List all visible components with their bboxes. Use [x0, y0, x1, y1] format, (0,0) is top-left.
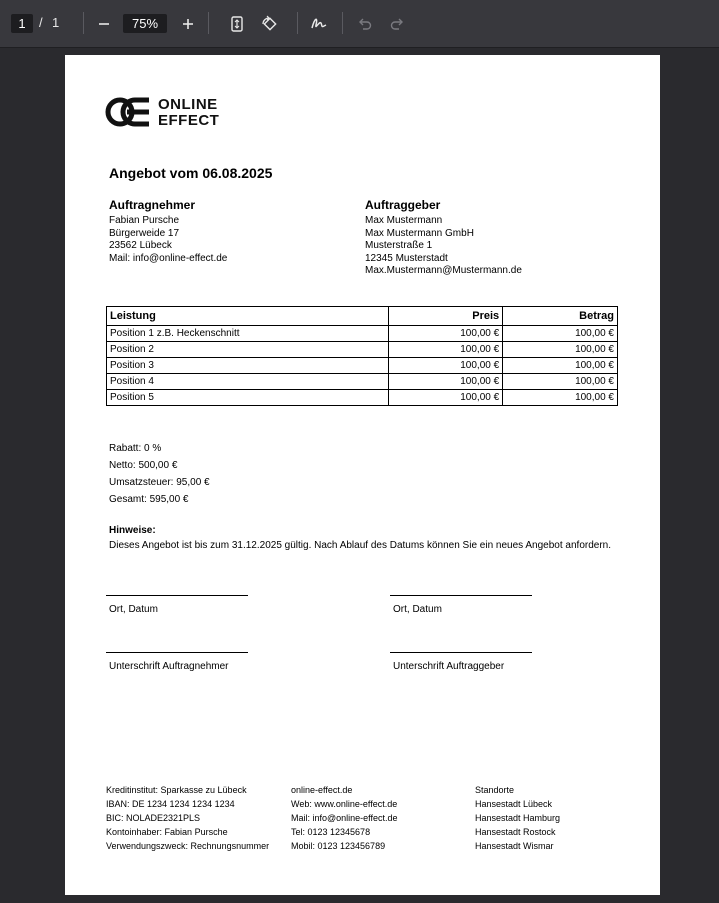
footer-line: Hansestadt Rostock — [475, 827, 556, 837]
client-line: 12345 Musterstadt — [365, 252, 448, 264]
contractor-line: Mail: info@online-effect.de — [109, 252, 228, 264]
zoom-level[interactable]: 75% — [123, 14, 167, 33]
minus-icon — [97, 17, 111, 31]
footer-contact — [291, 783, 398, 853]
signature-line — [390, 652, 532, 653]
table-cell: 100,00 € — [389, 358, 503, 374]
toolbar-divider — [208, 12, 209, 34]
table-row — [107, 326, 618, 342]
page-fit-icon — [230, 16, 244, 32]
contractor-line: Fabian Pursche — [109, 215, 180, 226]
draw-button[interactable] — [307, 12, 331, 36]
total-pages: 1 — [52, 15, 60, 30]
signature-contractor-label: Unterschrift Auftragnehmer — [109, 661, 229, 672]
table-cell: Position 2 — [107, 342, 389, 358]
offer-title: Angebot vom 06.08.2025 — [109, 165, 273, 181]
table-row — [107, 374, 618, 390]
summary-net: Netto: 500,00 € — [109, 460, 178, 471]
column-header: Preis — [389, 307, 503, 326]
notes-text: Dieses Angebot ist bis zum 31.12.2025 gültig. Nach Ablauf des Datums können Sie ein neues Angebot anfordern. — [109, 540, 611, 551]
footer-line: Standorte — [475, 785, 515, 795]
contractor-line: 23562 Lübeck — [109, 240, 172, 251]
pdf-toolbar — [0, 0, 719, 48]
table-cell: Position 5 — [107, 390, 389, 406]
table-cell: 100,00 € — [389, 326, 503, 342]
client-line: Max Mustermann — [365, 215, 443, 226]
summary-discount: Rabatt: 0 % — [109, 443, 162, 454]
client-line: Max.Mustermann@Mustermann.de — [365, 265, 522, 276]
redo-button[interactable] — [385, 12, 409, 36]
contractor-block — [109, 198, 227, 265]
client-line: Max Mustermann GmbH — [365, 227, 474, 239]
items-table — [106, 306, 618, 406]
page-fit-button[interactable] — [225, 12, 249, 36]
logo-line-2: EFFECT — [158, 112, 220, 129]
pdf-page — [65, 55, 660, 895]
place-date-left: Ort, Datum — [109, 604, 158, 615]
footer-locations — [475, 783, 560, 853]
table-row — [107, 390, 618, 406]
redo-icon — [389, 16, 405, 32]
footer-line: Verwendungszweck: Rechnungsnummer — [106, 841, 270, 851]
toolbar-divider — [297, 12, 298, 34]
column-header: Leistung — [107, 307, 389, 326]
table-cell: 100,00 € — [389, 374, 503, 390]
page-number-input[interactable]: 1 — [11, 14, 33, 33]
table-cell: Position 3 — [107, 358, 389, 374]
footer-line: Tel: 0123 12345678 — [291, 827, 371, 837]
undo-icon — [357, 16, 373, 32]
rotate-button[interactable] — [257, 12, 281, 36]
footer-line: Web: www.online-effect.de — [291, 799, 398, 809]
client-heading: Auftraggeber — [365, 198, 441, 212]
summary-vat: Umsatzsteuer: 95,00 € — [109, 477, 210, 488]
summary-total: Gesamt: 595,00 € — [109, 494, 189, 505]
place-date-right: Ort, Datum — [393, 604, 442, 615]
column-header: Betrag — [503, 307, 618, 326]
logo-line-1: ONLINE — [158, 96, 218, 113]
rotate-icon — [260, 15, 278, 33]
table-cell: 100,00 € — [389, 390, 503, 406]
table-cell: 100,00 € — [503, 358, 618, 374]
zoom-in-button[interactable] — [176, 12, 200, 36]
table-header-row — [107, 307, 618, 326]
table-cell: 100,00 € — [503, 342, 618, 358]
footer-line: Hansestadt Wismar — [475, 841, 554, 851]
signature-line — [390, 595, 532, 596]
table-cell: 100,00 € — [503, 326, 618, 342]
toolbar-divider — [83, 12, 84, 34]
table-cell: Position 1 z.B. Heckenschnitt — [107, 326, 389, 342]
footer-line: Hansestadt Hamburg — [475, 813, 561, 823]
footer-line: Mail: info@online-effect.de — [291, 813, 398, 823]
page-separator: / — [39, 15, 43, 30]
signature-line — [106, 595, 248, 596]
footer-line: Hansestadt Lübeck — [475, 799, 553, 809]
table-cell: Position 4 — [107, 374, 389, 390]
signature-line — [106, 652, 248, 653]
footer-line: online-effect.de — [291, 785, 353, 795]
footer-line: IBAN: DE 1234 1234 1234 1234 — [106, 799, 235, 809]
table-row — [107, 358, 618, 374]
footer-line: Mobil: 0123 123456789 — [291, 841, 386, 851]
footer-line: BIC: NOLADE2321PLS — [106, 813, 201, 823]
footer-line: Kontoinhaber: Fabian Pursche — [106, 827, 228, 837]
undo-button[interactable] — [353, 12, 377, 36]
company-logo-mark — [105, 96, 155, 128]
table-row — [107, 342, 618, 358]
table-cell: 100,00 € — [503, 390, 618, 406]
table-cell: 100,00 € — [503, 374, 618, 390]
zoom-out-button[interactable] — [92, 12, 116, 36]
footer-bank — [106, 783, 269, 853]
table-cell: 100,00 € — [389, 342, 503, 358]
draw-icon — [310, 15, 328, 33]
contractor-line: Bürgerweide 17 — [109, 227, 180, 239]
client-block — [365, 198, 522, 278]
signature-client-label: Unterschrift Auftraggeber — [393, 661, 505, 672]
footer-line: Kreditinstitut: Sparkasse zu Lübeck — [106, 785, 247, 795]
toolbar-divider — [342, 12, 343, 34]
plus-icon — [181, 17, 195, 31]
notes-heading: Hinweise: — [109, 525, 156, 536]
contractor-heading: Auftragnehmer — [109, 198, 196, 212]
client-line: Musterstraße 1 — [365, 240, 433, 251]
